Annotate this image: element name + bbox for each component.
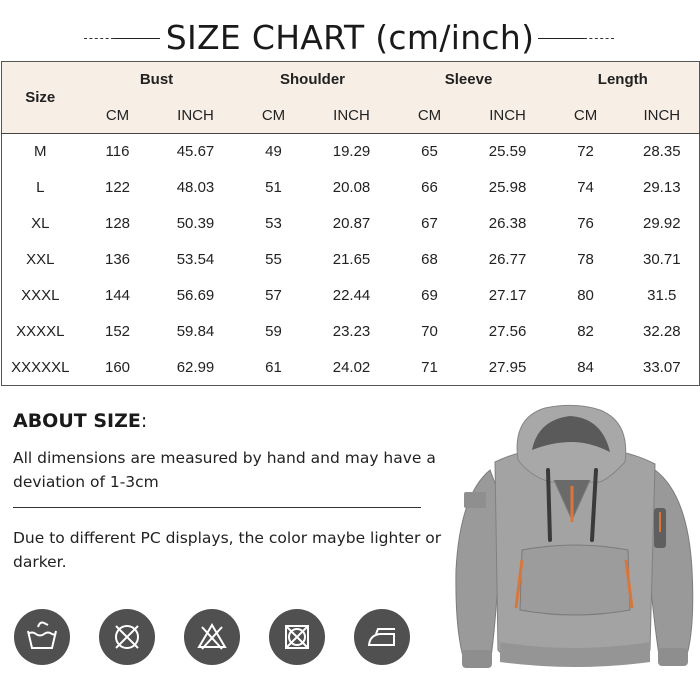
do-not-bleach-icon — [184, 609, 240, 665]
bust-inch-cell: 53.54 — [176, 251, 215, 268]
shoulder-cm-cell: 59 — [265, 323, 282, 340]
sleeve-inch-cell: 27.95 — [488, 358, 527, 376]
length-inch-cell: 30.71 — [643, 251, 681, 268]
length-inch-header: INCH — [643, 106, 681, 124]
length-cm-cell: 74 — [577, 179, 594, 196]
bust-inch-header: INCH — [177, 106, 214, 124]
bust-cm-cell: 160 — [104, 358, 131, 376]
sleeve-inch-cell: 26.77 — [488, 251, 527, 268]
table-row — [2, 278, 700, 314]
shoulder-cm-cell: 53 — [265, 215, 282, 232]
length-cm-header: CM — [573, 106, 598, 124]
table-row — [2, 206, 700, 242]
bust-cm-cell: 152 — [104, 323, 131, 340]
sleeve-cm-header: CM — [417, 106, 442, 124]
sleeve-header: Sleeve — [444, 71, 493, 89]
shoulder-cm-cell: 51 — [265, 179, 282, 196]
length-cm-cell: 78 — [577, 251, 594, 268]
length-header: Length — [597, 71, 648, 89]
bust-cm-cell: 136 — [104, 251, 131, 268]
size-cell: L — [36, 179, 45, 196]
hand-wash-icon — [14, 609, 70, 665]
shoulder-inch-cell: 20.87 — [332, 215, 371, 232]
about-size-title: ABOUT SIZE — [13, 410, 141, 432]
length-cm-cell: 80 — [577, 287, 594, 304]
shoulder-header: Shoulder — [280, 71, 346, 89]
hoodie-image — [450, 400, 700, 690]
page-title: SIZE CHART (cm/inch) — [165, 18, 535, 57]
sleeve-cm-cell: 66 — [421, 179, 438, 196]
color-note: Due to different PC displays, the color maybe lighter or darker. — [13, 529, 442, 571]
shoulder-inch-cell: 21.65 — [332, 251, 371, 268]
shoulder-inch-cell: 24.02 — [332, 358, 371, 376]
shoulder-cm-cell: 49 — [265, 143, 282, 161]
shoulder-cm-cell: 57 — [265, 287, 282, 304]
length-inch-cell: 29.92 — [643, 215, 681, 232]
sleeve-inch-header: INCH — [489, 106, 526, 124]
bust-inch-cell: 59.84 — [176, 323, 215, 340]
iron-icon — [354, 609, 410, 665]
shoulder-inch-cell: 22.44 — [332, 287, 371, 304]
do-not-tumble-dry-icon — [99, 609, 155, 665]
sleeve-cm-cell: 68 — [421, 251, 438, 268]
sleeve-cm-cell: 67 — [421, 215, 438, 232]
bust-inch-cell: 48.03 — [176, 179, 215, 196]
shoulder-cm-header: CM — [261, 106, 286, 124]
shoulder-inch-cell: 19.29 — [332, 143, 371, 161]
table-row — [2, 350, 700, 386]
bust-inch-cell: 56.69 — [176, 287, 215, 304]
shoulder-cm-cell: 61 — [265, 358, 282, 376]
sleeve-inch-cell: 25.59 — [488, 143, 527, 161]
about-size-colon: : — [140, 410, 148, 432]
table-row — [2, 170, 700, 206]
sleeve-inch-cell: 27.17 — [488, 287, 527, 304]
table-row — [2, 242, 700, 278]
length-inch-cell: 33.07 — [643, 358, 681, 376]
bust-cm-cell: 144 — [104, 287, 131, 304]
size-column-header: Size — [25, 89, 56, 106]
size-cell: XXXXL — [16, 323, 65, 340]
sleeve-inch-cell: 25.98 — [488, 179, 527, 196]
about-size-heading — [13, 410, 147, 432]
measurement-note: All dimensions are measured by hand and may have a deviation of 1-3cm — [13, 449, 436, 491]
bust-cm-header: CM — [105, 106, 130, 124]
length-cm-cell: 84 — [577, 358, 594, 376]
table-row — [2, 134, 700, 170]
bust-inch-cell: 62.99 — [176, 358, 215, 376]
size-cell: XXXL — [21, 287, 60, 304]
length-cm-cell: 72 — [577, 143, 594, 161]
sleeve-cm-cell: 69 — [421, 287, 438, 304]
sleeve-inch-cell: 26.38 — [488, 215, 527, 232]
bust-header: Bust — [139, 71, 174, 89]
table-row — [2, 314, 700, 350]
sleeve-inch-cell: 27.56 — [488, 323, 527, 340]
size-cell: M — [34, 143, 47, 161]
length-cm-cell: 76 — [577, 215, 594, 232]
length-cm-cell: 82 — [577, 323, 594, 340]
bust-cm-cell: 116 — [105, 143, 130, 161]
title-row — [0, 14, 700, 64]
bust-cm-cell: 128 — [104, 215, 131, 232]
bust-inch-cell: 50.39 — [176, 215, 215, 232]
size-cell: XL — [31, 215, 50, 232]
size-chart-table — [1, 61, 700, 386]
length-inch-cell: 29.13 — [643, 179, 681, 196]
sleeve-cm-cell: 71 — [421, 358, 438, 376]
shoulder-cm-cell: 55 — [265, 251, 282, 268]
size-table-body — [2, 134, 700, 386]
shoulder-inch-cell: 20.08 — [332, 179, 371, 196]
length-inch-cell: 28.35 — [643, 143, 681, 161]
sleeve-cm-cell: 65 — [421, 143, 438, 161]
length-inch-cell: 31.5 — [647, 287, 677, 304]
bust-inch-cell: 45.67 — [176, 143, 215, 161]
sleeve-cm-cell: 70 — [421, 323, 438, 340]
size-cell: XXXXXL — [11, 358, 70, 376]
divider — [13, 507, 421, 508]
bust-cm-cell: 122 — [104, 179, 131, 196]
do-not-dry-clean-icon — [269, 609, 325, 665]
length-inch-cell: 32.28 — [643, 323, 681, 340]
shoulder-inch-header: INCH — [333, 106, 370, 124]
shoulder-inch-cell: 23.23 — [332, 323, 371, 340]
size-cell: XXL — [26, 251, 55, 268]
title-decoration-right — [538, 38, 614, 40]
